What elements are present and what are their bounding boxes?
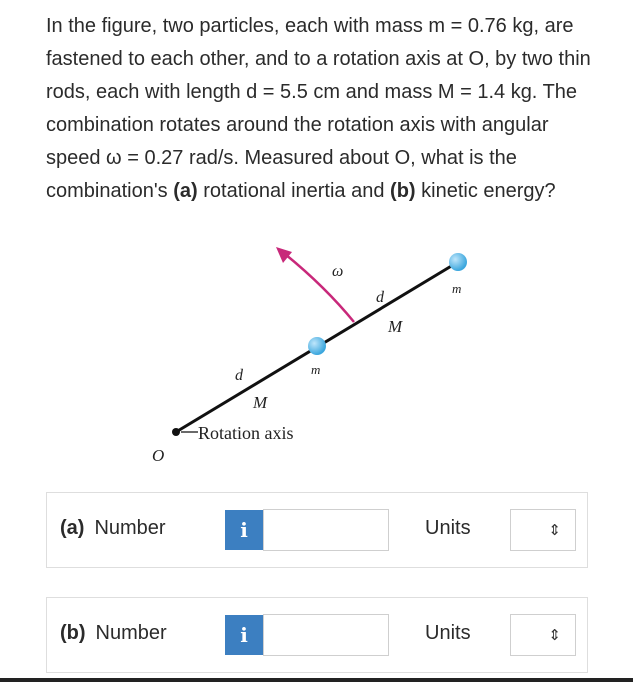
part-a-label: (a) Number xyxy=(60,517,166,539)
number-input-b[interactable] xyxy=(263,614,389,656)
origin-label: O xyxy=(152,446,165,465)
question-text: In the figure, two particles, each with mass m = 0.76 kg, are fastened to each other, and to a rotation axis at O, by two thin rods, each with length d = 5.5 cm and mass M = 1.4 kg. The combination rotates around the rotation axis with angular speed ω = 0.27 rad/s. Measured about O, what is the combination's (a) rotational inertia and (b) kinetic energy? xyxy=(46,15,591,202)
part-b-tag: (b) xyxy=(390,180,416,202)
m-inner-label: m xyxy=(311,362,321,377)
bottom-border xyxy=(0,678,633,682)
rotation-arrow xyxy=(285,254,354,322)
M-inner-label: M xyxy=(253,393,268,412)
origin-dot xyxy=(172,428,180,436)
units-label-b: Units xyxy=(425,622,471,644)
particle-inner xyxy=(308,337,326,355)
units-select-a[interactable] xyxy=(510,509,576,551)
rotation-arrowhead xyxy=(276,247,292,263)
M-outer-label: M xyxy=(388,317,403,336)
d-inner-label: d xyxy=(235,367,243,384)
number-input-a[interactable] xyxy=(263,509,389,551)
answer-row-a xyxy=(46,492,588,568)
particle-outer xyxy=(449,253,467,271)
d-outer-label: d xyxy=(376,289,384,306)
part-a-tag: (a) xyxy=(173,180,198,202)
info-icon[interactable]: i xyxy=(225,510,263,550)
answer-row-b xyxy=(46,597,588,673)
m-outer-label: m xyxy=(452,281,462,296)
units-select-b[interactable] xyxy=(510,614,576,656)
units-label-a: Units xyxy=(425,517,471,539)
part-b-label: (b) Number xyxy=(60,622,167,644)
chevron-updown-icon: ⇕ xyxy=(548,522,561,539)
chevron-updown-icon: ⇕ xyxy=(548,627,561,644)
rotation-figure xyxy=(0,240,633,480)
axis-label: Rotation axis xyxy=(198,423,294,443)
info-icon[interactable]: i xyxy=(225,615,263,655)
omega-label: ω xyxy=(332,263,344,280)
